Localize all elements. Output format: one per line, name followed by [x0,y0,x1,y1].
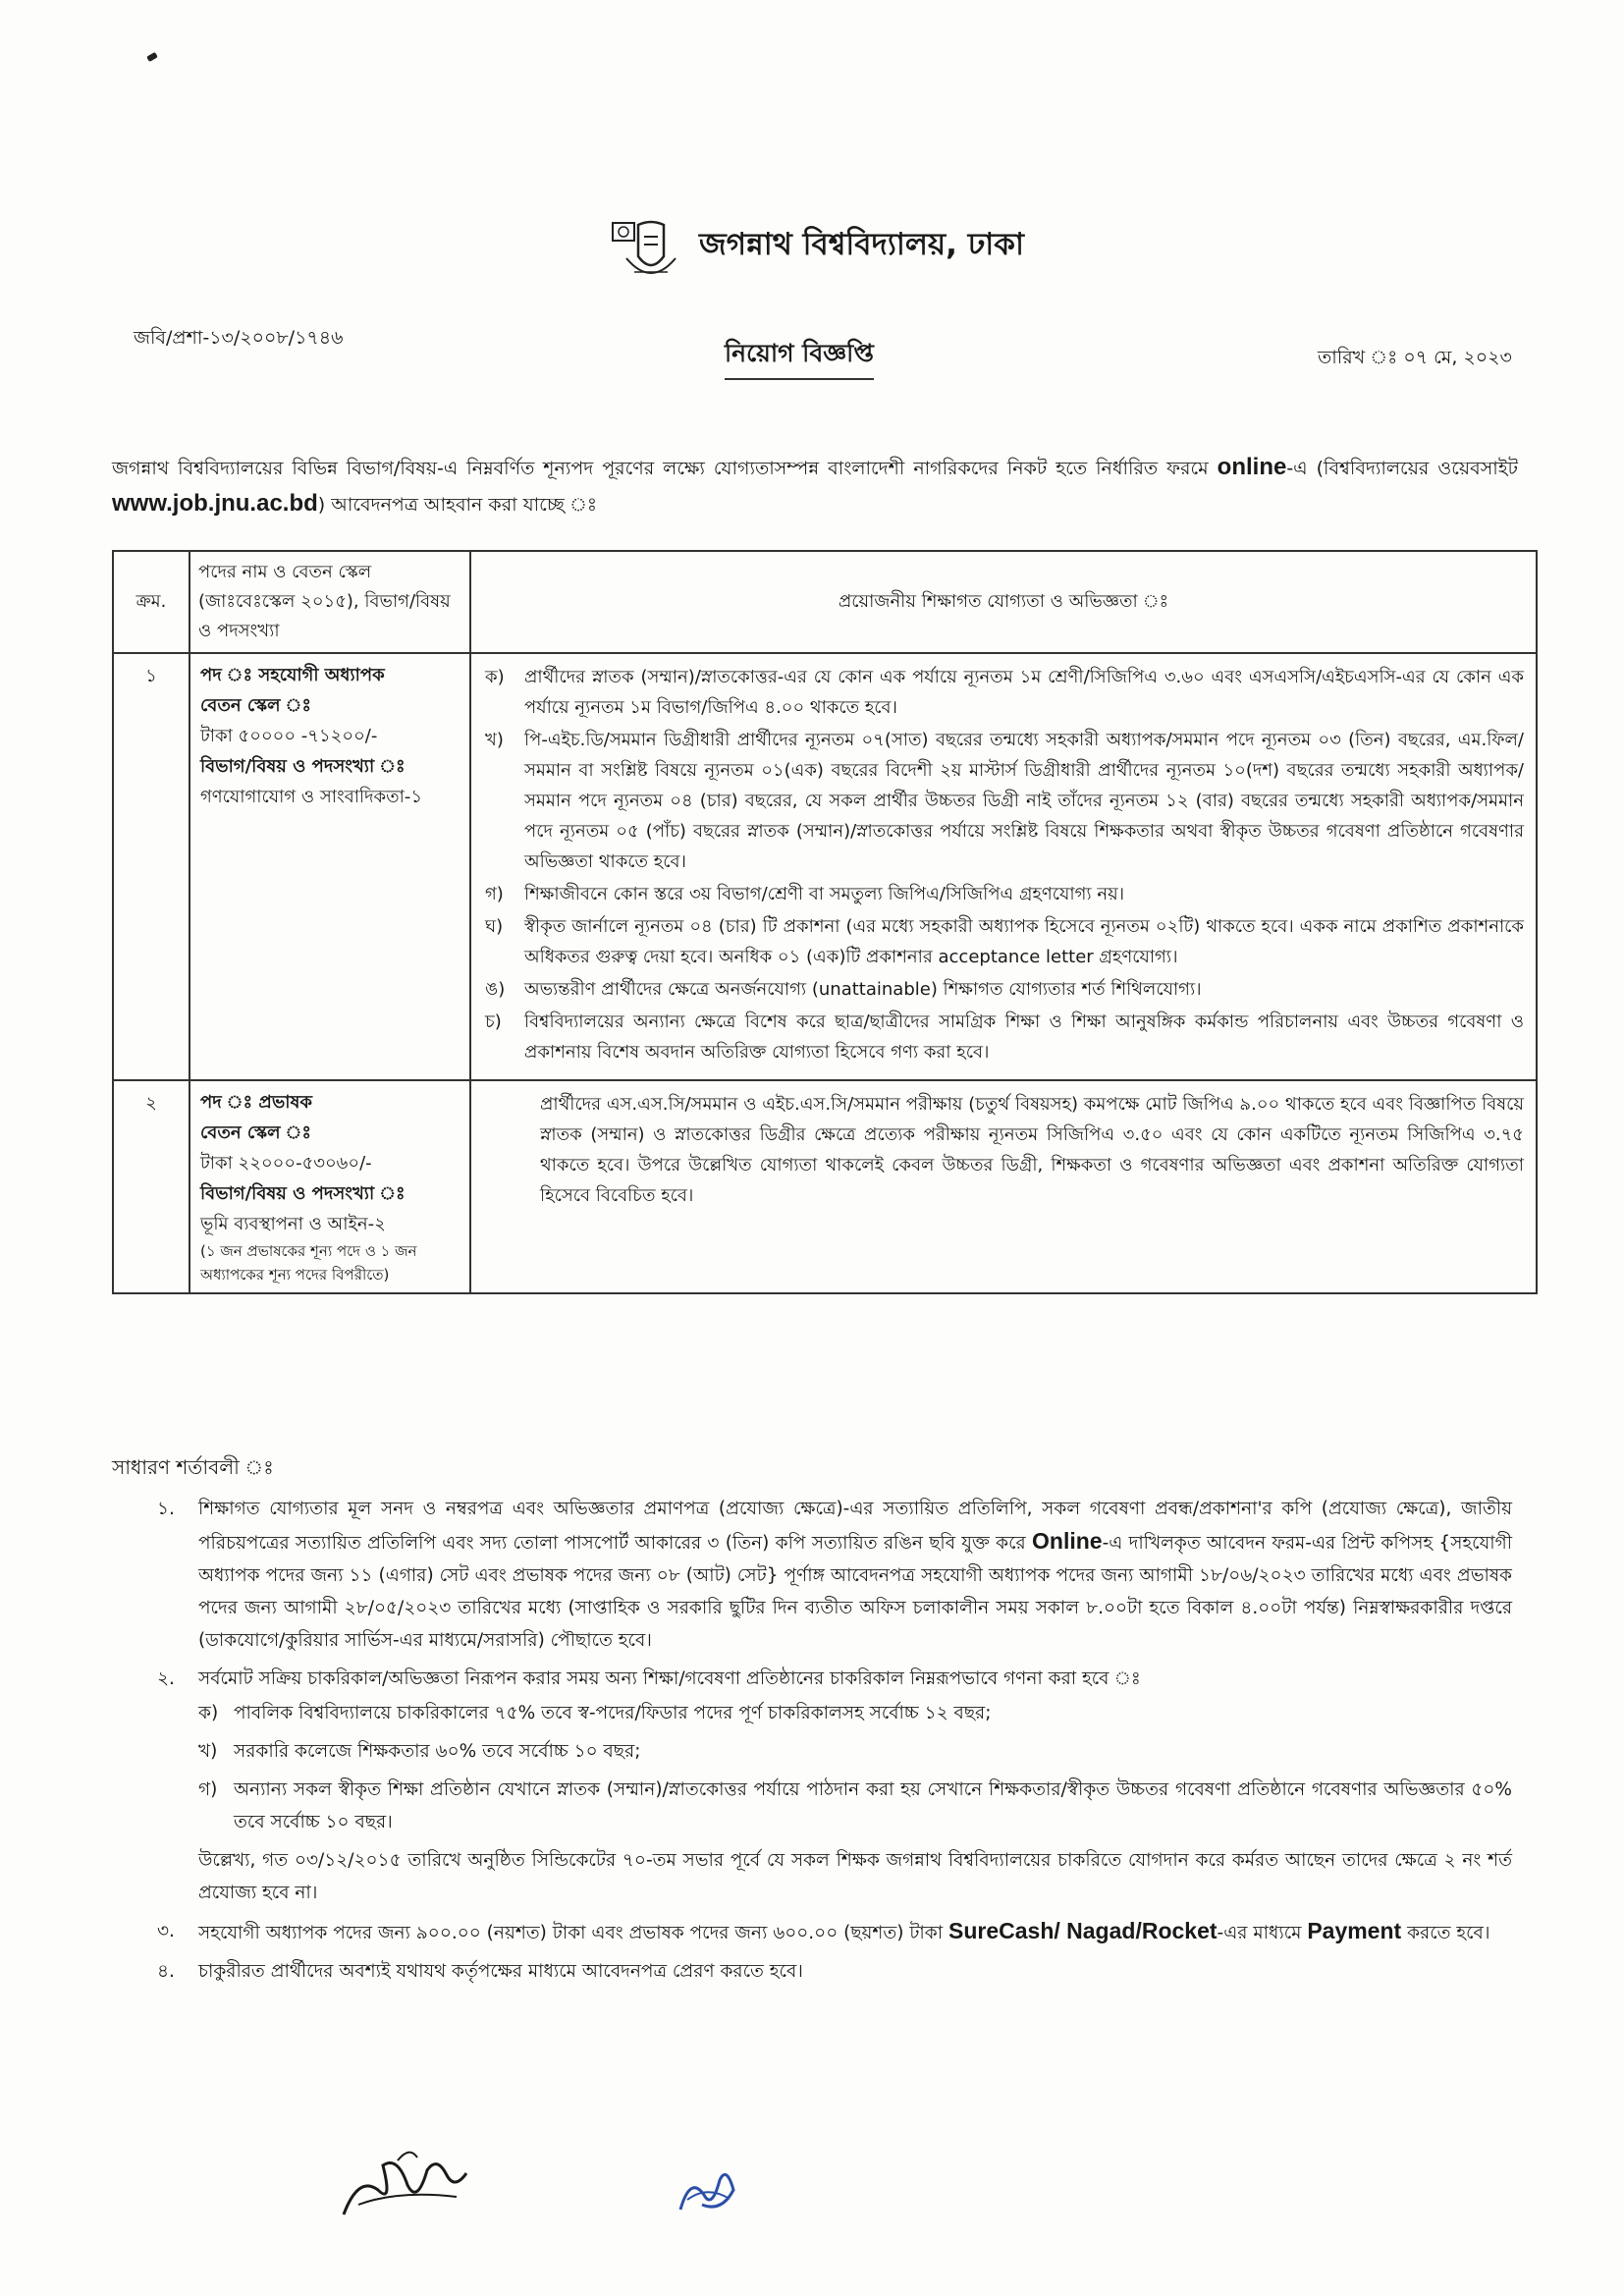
university-name: জগন্নাথ বিশ্ববিদ্যালয়, ঢাকা [699,227,1024,262]
post-info [189,653,470,1080]
list-item [157,1955,1512,1988]
initial-signature-icon [673,2156,741,2224]
item3-text-b: -এর মাধ্যমে [1217,1923,1302,1943]
item-number: ৩. [157,1921,175,1941]
item-text: পি-এইচ.ডি/সমমান ডিগ্রীধারী প্রার্থীদের ন্যূনতম ০৭(সাত) বছরের তন্মধ্যে সহকারী অধ্যাপক/সমমান পদে ন্যূনতম ০৩ (তিন) বছরের, এম.ফিল/সমমান বা সংশ্লিষ্ট বিষয়ে ন্যূনতম ০১(এক) বছরের বিদেশী ২য় মাস্টার্স ডিগ্রীধারী প্রার্থীদের ন্যূনতম ১০(দশ) বছরের তন্মধ্যে সহকারী অধ্যাপক/সমমান পদে ন্যূনতম ০৪ (চার) বছরের, যে সকল প্রার্থীর উচ্চতর ডিগ্রী নাই তাঁদের ন্যূনতম ১২ (বার) বছরের তন্মধ্যে সহকারী অধ্যাপক/সমমান পদে ন্যূনতম ০৫ (পাঁচ) বছরের স্নাতক (সম্মান)/স্নাতকোত্তর পর্যায়ে সংশ্লিষ্ট বিষয়ে শিক্ষকতার অথবা স্বীকৃত উচ্চতর গবেষণা প্রতিষ্ঠানে গবেষণার অভিজ্ঞতা থাকতে হবে। [524,730,1524,872]
scale-label: বেতন স্কেল ঃ [200,695,311,716]
intro-paragraph [112,450,1518,522]
intro-online: online [1217,454,1287,480]
post-note: (১ জন প্রভাষকের শূন্য পদে ও ১ জন অধ্যাপকের শূন্য পদের বিপরীতে) [200,1242,417,1284]
post-label: পদ ঃ সহযোগী অধ্যাপক [200,665,385,685]
list-item [485,911,1524,972]
post-label: পদ ঃ প্রভাষক [200,1092,312,1113]
scale-label: বেতন স্কেল ঃ [200,1122,311,1143]
website-link[interactable]: www.job.jnu.ac.bd [112,490,318,517]
sub-text: সরকারি কলেজে শিক্ষকতার ৬০% তবে সর্বোচ্চ ১০ বছর; [234,1741,641,1762]
list-item [485,974,1524,1005]
positions-table [112,550,1538,1294]
dept-label: বিভাগ/বিষয় ও পদসংখ্যা ঃ [200,1183,406,1204]
item-text [198,1663,1512,1909]
department: ভূমি ব্যবস্থাপনা ও আইন-২ [200,1214,386,1234]
item-text: অভ্যন্তরীণ প্রার্থীদের ক্ষেত্রে অনর্জনযোগ্য (unattainable) শিক্ষাগত যোগ্যতার শর্ত শিথিলযোগ্য। [524,979,1202,1000]
list-item [485,725,1524,877]
row-serial: ২ [113,1080,189,1293]
sub-item [198,1697,1512,1729]
header-requirements: প্রয়োজনীয় শিক্ষাগত যোগ্যতা ও অভিজ্ঞতা ঃ [470,551,1537,653]
list-item [157,1915,1512,1949]
item3-text-c: করতে হবে। [1407,1923,1490,1943]
sub-text: পাবলিক বিশ্ববিদ্যালয়ে চাকরিকালের ৭৫% তবে স্ব-পদের/ফিডার পদের পূর্ণ চাকরিকালসহ সর্বোচ্চ ১২ বছর; [234,1703,992,1723]
header-post: পদের নাম ও বেতন স্কেল (জাঃবেঃস্কেল ২০১৫), বিভাগ/বিষয় ও পদসংখ্যা [189,551,470,653]
general-conditions-list [157,1493,1512,1994]
item-marker: ঙ) [485,979,506,1000]
intro-text-3: ) আবেদনপত্র আহবান করা যাচ্ছে ঃ [317,494,597,516]
item-text: বিশ্ববিদ্যালয়ের অন্যান্য ক্ষেত্রে বিশেষ করে ছাত্র/ছাত্রীদের সামগ্রিক শিক্ষা ও শিক্ষা আনুষঙ্গিক কর্মকান্ড পরিচালনায় এবং উচ্চতর গবেষণা ও প্রকাশনায় বিশেষ অবদান অতিরিক্ত যোগ্যতা হিসেবে গণ্য করা হবে। [524,1011,1524,1063]
list-item [485,662,1524,723]
requirements-cell: প্রার্থীদের এস.এস.সি/সমমান ও এইচ.এস.সি/সমমান পরীক্ষায় (চতুর্থ বিষয়সহ) কমপক্ষে মোট জিপিএ ৯.০০ থাকতে হবে এবং বিজ্ঞাপিত বিষয়ে স্নাতক (সম্মান) ও স্নাতকোত্তর ডিগ্রীর ক্ষেত্রে প্রত্যেক পরীক্ষায় ন্যূনতম সিজিপিএ ৩.৫০ এবং যে কোন একটিতে ন্যূনতম সিজিপিএ ৩.৭৫ থাকতে হবে। উপরে উল্লেখিত যোগ্যতা থাকলেই কেবল উচ্চতর ডিগ্রী, শিক্ষকতা ও গবেষণার অভিজ্ঞতা এবং প্রকাশনা অতিরিক্ত যোগ্যতা হিসেবে বিবেচিত হবে। [470,1080,1537,1293]
item-marker: ক) [485,667,505,687]
item1-text-a: শিক্ষাগত যোগ্যতার মূল সনদ ও নম্বরপত্র এবং অভিজ্ঞতার প্রমাণপত্র (প্রযোজ্য ক্ষেত্রে)-এর সত্যায়িত প্রতিলিপি, সকল গবেষণা প্রবন্ধ/প্রকাশনা'র কপি (প্রযোজ্য ক্ষেত্রে), জাতীয় পরিচয়পত্রের সত্যায়িত প্রতিলিপি এবং সদ্য তোলা পাসপোর্ট আকারের ৩ (তিন) কপি সত্যায়িত রঙিন ছবি যুক্ত করে [198,1499,1512,1554]
item1-text-b: -এ দাখিলকৃত আবেদন ফরম-এর প্রিন্ট কপিসহ {সহযোগী অধ্যাপক পদের জন্য ১১ (এগার) সেট এবং প্রভাষক পদের জন্য ০৮ (আট) সেট} পূর্ণাঙ্গ আবেদনপত্র সহযোগী অধ্যাপক পদের জন্য আগামী ১৮/০৬/২০২৩ তারিখের মধ্যে এবং প্রভাষক পদের জন্য আগামী ২৮/০৫/২০২৩ তারিখের মধ্যে (সাপ্তাহিক ও সরকারি ছুটির দিন ব্যতীত অফিস চলাকালীন সময় সকাল ৮.০০টা হতে বিকাল ৪.০০টা পর্যন্ত) নিম্নস্বাক্ষরকারীর দপ্তরে (ডাকযোগে/কুরিয়ার সার্ভিস-এর মাধ্যমে/সরাসরি) পৌছাতে হবে। [198,1533,1513,1651]
item-text: চাকুরীরত প্রার্থীদের অবশ্যই যথাযথ কর্তৃপক্ষের মাধ্যমে আবেদনপত্র প্রেরণ করতে হবে। [198,1961,803,1982]
salary-scale: টাকা ২২০০০-৫৩০৬০/- [200,1153,372,1174]
item3-text-a: সহযোগী অধ্যাপক পদের জন্য ৯০০.০০ (নয়শত) টাকা এবং প্রভাষক পদের জন্য ৬০০.০০ (ছয়শত) টাকা [198,1923,944,1943]
letterhead [0,211,1624,300]
item-marker: ঘ) [485,916,504,937]
post-info [189,1080,470,1293]
notice-date: তারিখ ঃ ০৭ মে, ২০২৩ [1318,347,1512,368]
intro-text-2: -এ (বিশ্ববিদ্যালয়ের ওয়েবসাইট [1286,458,1518,479]
table-row [113,1080,1537,1293]
requirements-cell [470,653,1537,1080]
item-text: শিক্ষাজীবনে কোন স্তরে ৩য় বিভাগ/শ্রেণী বা সমতুল্য জিপিএ/সিজিপিএ গ্রহণযোগ্য নয়। [524,884,1125,904]
scan-speck [146,52,158,62]
university-logo-icon [609,217,693,296]
item-marker: খ) [485,730,504,750]
item1-online: Online [1032,1528,1103,1554]
list-item [157,1493,1512,1657]
table-row [113,653,1537,1080]
list-item [485,879,1524,909]
item-marker: চ) [485,1011,502,1032]
notice-title: নিয়োগ বিজ্ঞপ্তি [725,334,874,380]
list-item [157,1663,1512,1909]
item-text [198,1915,1512,1949]
payment-word: Payment [1307,1918,1402,1943]
reference-number: জবি/প্রশা-১৩/২০০৮/১৭৪৬ [134,327,344,349]
sub-item [198,1735,1512,1768]
item-number: ১. [157,1499,175,1519]
sub-text: অন্যান্য সকল স্বীকৃত শিক্ষা প্রতিষ্ঠান যেখানে স্নাতক (সম্মান)/স্নাতকোত্তর পর্যায়ে পাঠদান করা হয় সেখানে শিক্ষকতার/স্বীকৃত উচ্চতর গবেষণা প্রতিষ্ঠানে গবেষণার অভিজ্ঞতার ৫০% তবে সর্বোচ্চ ১০ বছর। [234,1779,1512,1832]
sub-item [198,1774,1512,1838]
requirements-list [485,662,1524,1067]
row-serial: ১ [113,653,189,1080]
item2-note: উল্লেখ্য, গত ০৩/১২/২০১৫ তারিখে অনুষ্ঠিত সিন্ডিকেটের ৭০-তম সভার পূর্বে যে সকল শিক্ষক জগন্নাথ বিশ্ববিদ্যালয়ের চাকরিতে যোগদান করে কর্মরত আছেন তাদের ক্ষেত্রে ২ নং শর্ত প্রযোজ্য হবে না। [198,1850,1512,1903]
sub-marker: খ) [198,1741,218,1762]
signature-icon [339,2136,476,2224]
general-conditions-title: সাধারণ শর্তাবলী ঃ [112,1455,274,1479]
payment-methods: SureCash/ Nagad/Rocket [948,1918,1218,1943]
dept-label: বিভাগ/বিষয় ও পদসংখ্যা ঃ [200,756,406,777]
item-text [198,1493,1512,1657]
item-number: ২. [157,1668,175,1689]
item-number: ৪. [157,1961,175,1982]
item-text: স্বীকৃত জার্নালে ন্যূনতম ০৪ (চার) টি প্রকাশনা (এর মধ্যে সহকারী অধ্যাপক হিসেবে ন্যূনতম ০২টি) থাকতে হবে। একক নামে প্রকাশিত প্রকাশনাকে অধিকতর গুরুত্ব দেয়া হবে। অনধিক ০১ (এক)টি প্রকাশনার acceptance letter গ্রহণযোগ্য। [524,916,1524,967]
intro-text-1: জগন্নাথ বিশ্ববিদ্যালয়ের বিভিন্ন বিভাগ/বিষয়-এ নিম্নবর্ণিত শূন্যপদ পূরণের লক্ষ্যে যোগ্যতাসম্পন্ন বাংলাদেশী নাগরিকদের নিকট হতে নির্ধারিত ফরমে [112,458,1209,479]
item-text: প্রার্থীদের স্নাতক (সম্মান)/স্নাতকোত্তর-এর যে কোন এক পর্যায়ে ন্যূনতম ১ম শ্রেণী/সিজিপিএ ৩.৬০ এবং এসএসসি/এইচএসসি-এর যে কোন এক পর্যায়ে ন্যূনতম ১ম বিভাগ/জিপিএ ৪.০০ থাকতে হবে। [524,667,1524,718]
sub-marker: ক) [198,1703,219,1723]
item-marker: গ) [485,884,504,904]
item2-text: সর্বমোট সক্রিয় চাকরিকাল/অভিজ্ঞতা নিরূপন করার সময় অন্য শিক্ষা/গবেষণা প্রতিষ্ঠানের চাকরিকাল নিম্নরূপভাবে গণনা করা হবে ঃ [198,1668,1141,1689]
salary-scale: টাকা ৫০০০০ -৭১২০০/- [200,726,378,746]
header-serial: ক্রম. [113,551,189,653]
sub-marker: গ) [198,1779,218,1800]
sub-list [198,1697,1512,1838]
list-item [485,1007,1524,1067]
department: গণযোগাযোগ ও সাংবাদিকতা-১ [200,787,423,807]
table-header-row [113,551,1537,653]
